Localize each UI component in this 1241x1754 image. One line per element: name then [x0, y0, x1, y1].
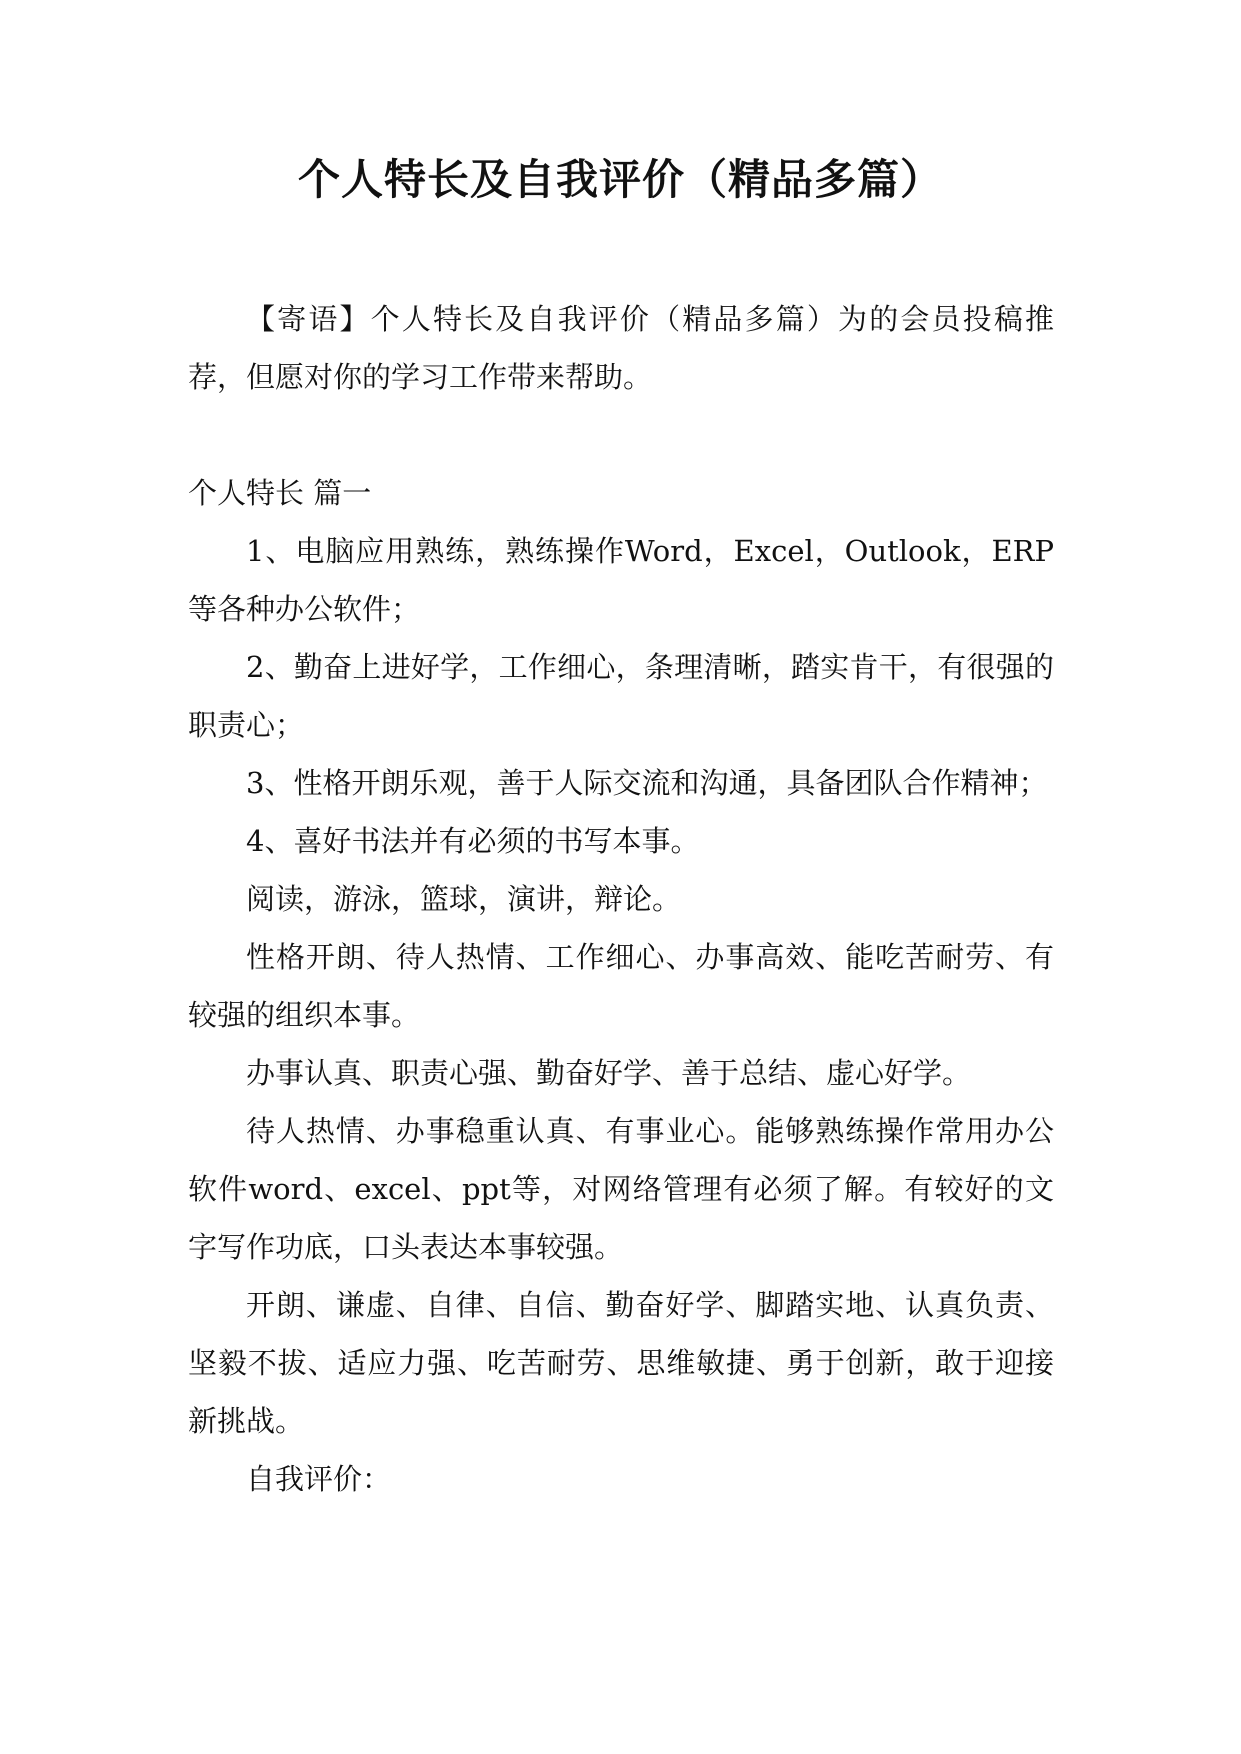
paragraph-10: 自我评价：: [246, 1462, 392, 1496]
paragraph-4: 4、喜好书法并有必须的书写本事。: [246, 824, 700, 858]
document-body: [188, 290, 1054, 1508]
paragraph-7: 办事认真、职责心强、勤奋好学、善于总结、虚心好学。: [246, 1056, 972, 1090]
paragraph-8: 待人热情、办事稳重认真、有事业心。能够熟练操作常用办公软件word、excel、ppt等，对网络管理有必须了解。有较好的文字写作功底，口头表达本事较强。: [188, 1114, 1054, 1264]
paragraph-2: 2、勤奋上进好学，工作细心，条理清晰，踏实肯干，有很强的职责心；: [188, 650, 1054, 742]
paragraph-9: 开朗、谦虚、自律、自信、勤奋好学、脚踏实地、认真负责、坚毅不拔、适应力强、吃苦耐劳、思维敏捷、勇于创新，敢于迎接新挑战。: [188, 1288, 1054, 1438]
intro-paragraph: 【寄语】个人特长及自我评价（精品多篇）为的会员投稿推荐，但愿对你的学习工作带来帮助。: [188, 302, 1054, 394]
paragraph-1: 1、电脑应用熟练，熟练操作Word，Excel，Outlook，ERP等各种办公软件；: [188, 534, 1054, 626]
spacer: [188, 406, 1054, 464]
paragraph-6: 性格开朗、待人热情、工作细心、办事高效、能吃苦耐劳、有较强的组织本事。: [188, 940, 1054, 1032]
paragraph-5: 阅读，游泳，篮球，演讲，辩论。: [246, 882, 682, 916]
page-title: 个人特长及自我评价（精品多篇）: [297, 155, 943, 204]
section-heading: 个人特长 篇一: [188, 476, 372, 510]
paragraph-3: 3、性格开朗乐观，善于人际交流和沟通，具备团队合作精神；: [246, 766, 1048, 800]
